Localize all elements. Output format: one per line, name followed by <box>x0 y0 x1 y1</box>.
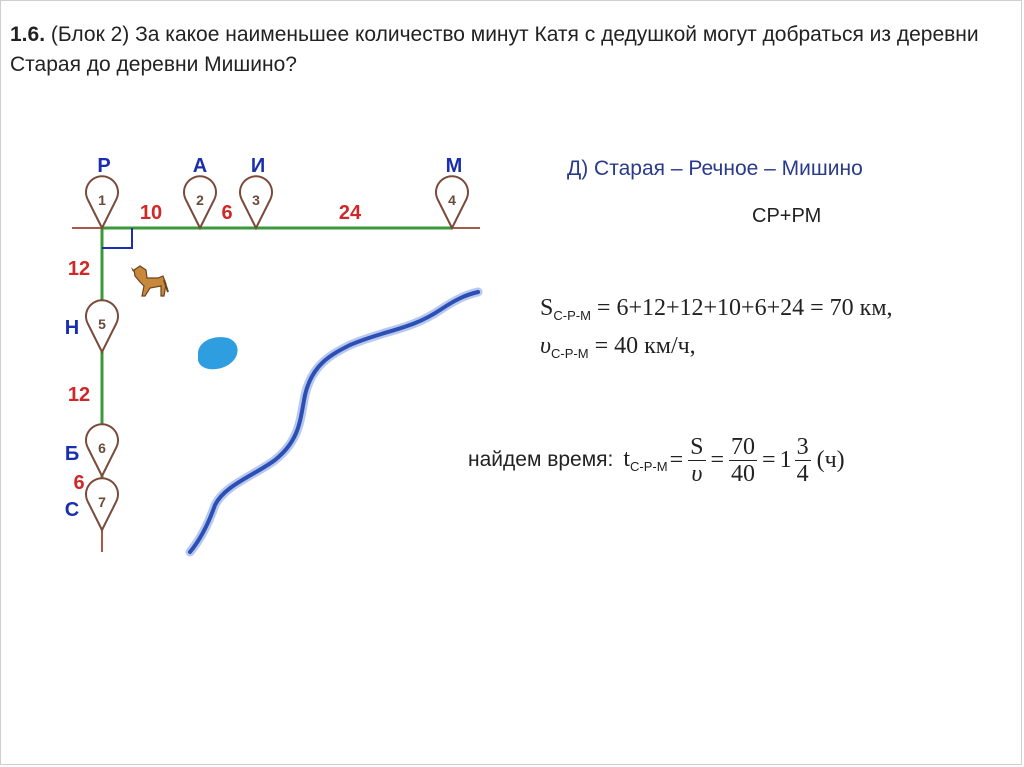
fraction-70-over-40 <box>729 434 757 487</box>
distance-a-i: 6 <box>221 202 233 224</box>
letter-n: Н <box>64 317 80 339</box>
right-angle-marker <box>102 228 132 248</box>
distance-expression: = 6+12+12+10+6+24 = 70 км, <box>596 295 893 321</box>
pin-7-label: 7 <box>98 494 106 510</box>
question-number: 1.6. <box>10 23 46 46</box>
answer-variant: Д) Старая – Речное – Мишино <box>567 157 863 180</box>
pin-3-label: 3 <box>252 192 260 208</box>
letter-i: И <box>250 155 266 177</box>
distance-formula <box>540 295 893 323</box>
fraction-3-over-4 <box>795 434 811 487</box>
letter-s: С <box>64 499 80 521</box>
pin-1 <box>86 176 118 228</box>
fraction-s-over-v <box>688 434 705 487</box>
equals-sign: = <box>669 446 684 473</box>
pin-4 <box>436 176 468 228</box>
pin-5-label: 5 <box>98 316 106 332</box>
time-subscript: С-Р-М <box>630 459 668 474</box>
question-body: (Блок 2) За какое наименьшее количество минут Катя с дедушкой могут добраться из деревни Старая до деревни Мишино? <box>10 23 979 76</box>
pin-2-label: 2 <box>196 192 204 208</box>
pin-3 <box>240 176 272 228</box>
lake <box>198 337 238 369</box>
fraction-4-den: 4 <box>796 460 809 487</box>
letter-m: М <box>445 155 463 177</box>
time-symbol-group <box>623 446 667 474</box>
equals-sign: = <box>710 446 725 473</box>
equals-sign: = <box>762 446 776 473</box>
distance-subscript: С-Р-М <box>553 308 591 323</box>
time-lead: найдем время: <box>468 448 614 471</box>
fraction-40-den: 40 <box>731 460 756 487</box>
fraction-70-num: 70 <box>731 433 756 460</box>
fraction-v-den: υ <box>691 460 703 487</box>
pin-7 <box>86 478 118 530</box>
fraction-3-num: 3 <box>796 433 809 460</box>
speed-expression: = 40 км/ч, <box>594 333 696 359</box>
pin-4-label: 4 <box>448 192 456 208</box>
distance-i-m: 24 <box>338 202 362 224</box>
pin-1-label: 1 <box>98 192 106 208</box>
pin-2 <box>184 176 216 228</box>
river-core <box>190 292 478 552</box>
mixed-integer: 1 <box>779 446 792 473</box>
distance-b-s: 6 <box>73 472 85 494</box>
distance-symbol: S <box>540 295 554 321</box>
time-formula <box>468 430 845 490</box>
pin-5 <box>86 300 118 352</box>
letter-b: Б <box>64 443 80 465</box>
speed-symbol: υ <box>540 333 552 359</box>
distance-r-a: 10 <box>139 202 163 224</box>
time-symbol: t <box>623 446 631 472</box>
time-unit: (ч) <box>816 446 845 473</box>
river <box>190 292 478 552</box>
route-code: СР+РМ <box>752 205 822 227</box>
pin-6 <box>86 424 118 476</box>
distance-r-n: 12 <box>67 258 91 280</box>
letter-a: А <box>192 155 208 177</box>
fraction-s-num: S <box>690 433 704 460</box>
pin-6-label: 6 <box>98 440 106 456</box>
speed-subscript: С-Р-М <box>551 346 589 361</box>
speed-formula <box>540 333 696 361</box>
letter-r: Р <box>97 155 111 177</box>
horse-icon <box>131 266 168 296</box>
distance-n-b: 12 <box>67 384 91 406</box>
